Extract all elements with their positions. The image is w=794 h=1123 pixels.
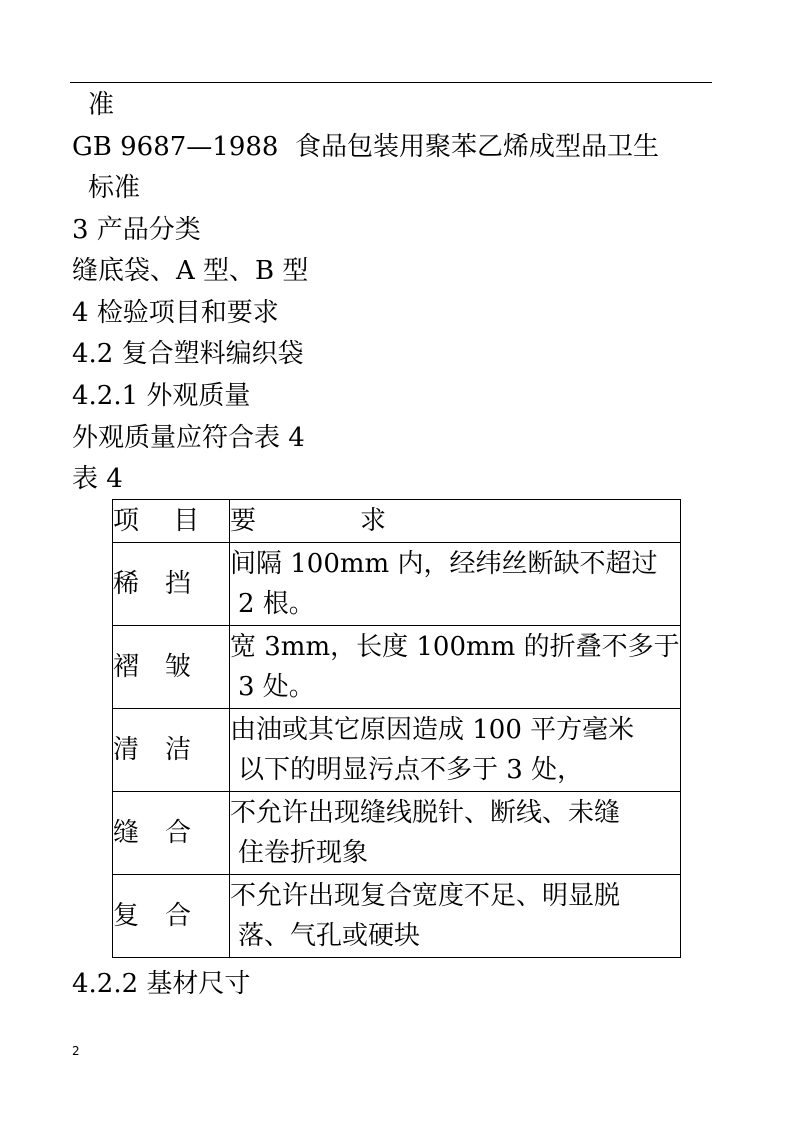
section-heading-4-2: 4.2 复合塑料编织袋 (72, 339, 304, 369)
requirement-line: 落、气孔或硬块 (238, 921, 421, 951)
text-line-standard-ref-cont: 标准 (88, 173, 141, 203)
table-row (113, 875, 681, 958)
requirement-line: 住卷折现象 (238, 838, 369, 868)
table-row (113, 792, 681, 875)
section-heading-3: 3 产品分类 (72, 215, 201, 245)
requirement-line: 不允许出现缝线脱针、断线、未缝 (230, 798, 621, 828)
item-label: 稀 挡 (113, 569, 192, 599)
requirement-line: 以下的明显污点不多于 3 处， (238, 755, 584, 785)
header-rule (70, 82, 712, 83)
section-heading-4-2-2: 4.2.2 基材尺寸 (72, 969, 251, 999)
section-heading-4-2-1: 4.2.1 外观质量 (72, 381, 251, 411)
requirement-line: 不允许出现复合宽度不足、明显脱 (230, 881, 621, 911)
requirement-line: 间隔 100mm 内，经纬丝断缺不超过 (230, 549, 658, 579)
requirement-line: 2 根。 (238, 589, 315, 619)
item-cell (113, 875, 230, 958)
table-header-row (113, 500, 681, 543)
requirement-cell (230, 543, 681, 626)
text-line-product-types: 缝底袋、A 型、B 型 (72, 256, 309, 286)
table-caption: 表 4 (72, 464, 123, 494)
requirement-cell (230, 792, 681, 875)
text-line-continuation: 准 (88, 90, 115, 120)
page-number: 2 (72, 1044, 80, 1058)
requirement-cell (230, 626, 681, 709)
text-line-table-intro: 外观质量应符合表 4 (72, 423, 305, 453)
header-item-label: 项 目 (113, 506, 200, 536)
item-cell (113, 543, 230, 626)
item-label: 褶 皱 (113, 652, 192, 682)
requirement-line: 宽 3mm，长度 100mm 的折叠不多于 (230, 632, 680, 662)
section-heading-4: 4 检验项目和要求 (72, 298, 279, 328)
item-label: 缝 合 (113, 818, 192, 848)
item-cell (113, 709, 230, 792)
item-cell (113, 626, 230, 709)
requirement-cell (230, 875, 681, 958)
header-item-cell (113, 500, 230, 543)
requirement-line: 由油或其它原因造成 100 平方毫米 (230, 715, 635, 745)
table-row (113, 543, 681, 626)
table-row (113, 626, 681, 709)
text-line-standard-ref: GB 9687—1988 食品包装用聚苯乙烯成型品卫生 (72, 132, 660, 162)
header-requirement-label: 要 求 (230, 506, 387, 536)
header-requirement-cell (230, 500, 681, 543)
item-label: 复 合 (113, 901, 192, 931)
table-row (113, 709, 681, 792)
requirement-cell (230, 709, 681, 792)
item-label: 清 洁 (113, 735, 192, 765)
requirements-table (112, 499, 681, 958)
requirement-line: 3 处。 (238, 672, 315, 702)
item-cell (113, 792, 230, 875)
